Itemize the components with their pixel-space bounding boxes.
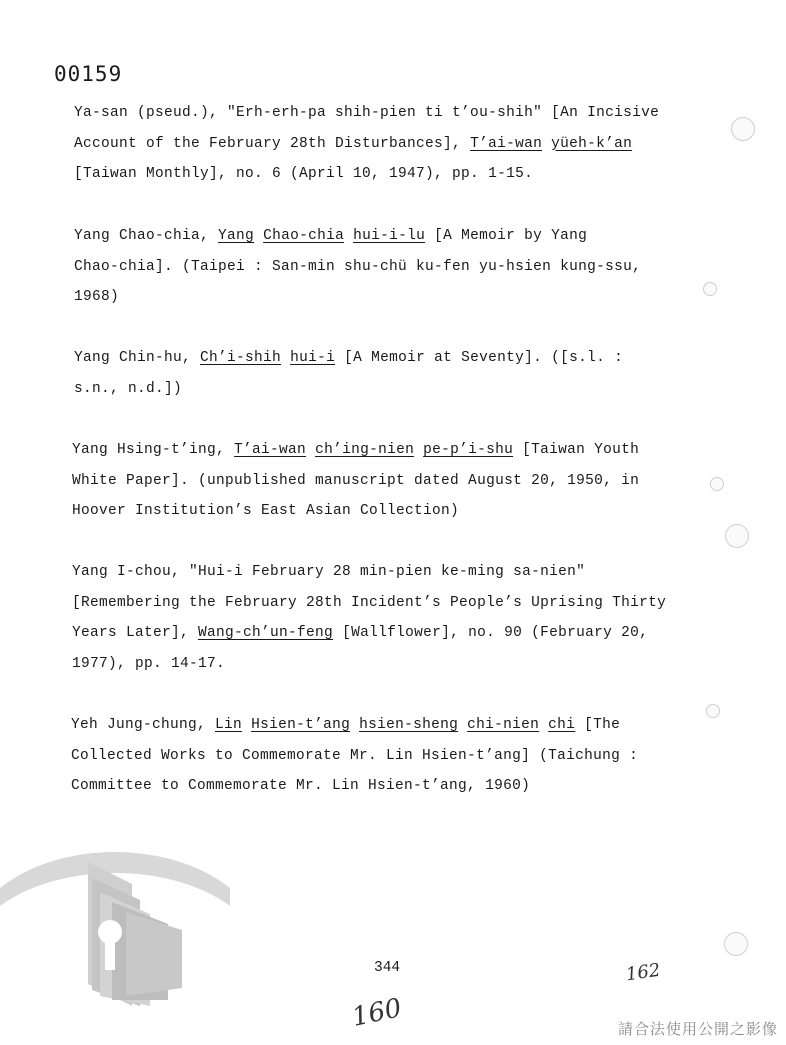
entry-text: 1977), pp. 14-17. [72,655,226,672]
entry-text: Yang Chin-hu, [74,350,201,366]
entry-text: Committee to Commemorate Mr. Lin Hsien-t’ang, 1960) [71,778,531,794]
entry-text: [Remembering the February 28th Incident’s People’s Uprising Thirty [72,594,667,611]
entry-text [458,717,467,733]
entry-line [72,466,712,497]
entry-line [72,557,712,588]
underlined-title: Yang [218,228,255,244]
entry-text [539,717,548,733]
entry-text: s.n., n.d.]) [74,380,183,397]
entry-line [74,159,714,190]
underlined-title: hui-i-lu [353,228,426,244]
entry-line [74,374,714,405]
footer-watermark-text: 請合法使用公開之影像 [617,1020,778,1038]
entry-text: Hoover Institution’s East Asian Collection) [72,503,460,519]
entry-text [254,228,263,244]
underlined-title: Lin [215,717,243,733]
entry-text: Yeh Jung-chung, [71,717,216,733]
entry-line [74,221,714,252]
underlined-title: Ch’i-shih [200,350,282,366]
entry-text [242,717,251,733]
bibliography-entry [72,557,712,679]
underlined-title: Hsien-t’ang [251,717,351,733]
underlined-title: hsien-sheng [359,717,459,733]
entry-line [72,435,712,466]
entry-text [306,442,315,458]
entry-text: [Taiwan Youth [513,442,640,458]
underlined-title: chi [548,717,576,733]
entry-text: 1968) [74,289,120,305]
binder-hole [725,524,749,548]
entry-text [542,136,551,152]
binder-hole [724,932,748,956]
bibliography-entry [71,710,711,802]
underlined-title: chi-nien [467,717,540,733]
entry-text: Years Later], [72,625,199,641]
entry-line [74,282,714,313]
underlined-title: Wang-ch’un-feng [198,625,334,641]
bibliography-entry [74,221,714,313]
entry-text: [The [575,717,621,733]
entry-line [72,588,712,619]
entry-text: White Paper]. (unpublished manuscript dated August 20, 1950, in [72,472,640,489]
archive-book-logo-icon [0,840,230,1010]
entry-line [72,618,712,649]
handwritten-note-162: 162 [624,959,662,986]
underlined-title: yüeh-k’an [551,135,633,152]
entry-text: [A Memoir at Seventy]. ([s.l. : [335,350,624,366]
entry-line [74,129,714,160]
entry-text [350,717,359,733]
entry-text [344,228,353,244]
entry-line [74,98,714,129]
underlined-title: hui-i [290,350,336,366]
entry-text [281,350,290,366]
entry-text: [Wallflower], no. 90 (February 20, [333,625,649,641]
entry-text: [A Memoir by Yang [425,228,588,244]
binder-hole [731,117,755,141]
entry-line [71,710,711,741]
entry-line [74,343,714,374]
document-id: 00159 [54,62,123,86]
entry-line [71,741,711,772]
entry-text: Ya-san (pseud.), "Erh-erh-pa shih-pien ti t’ou-shih" [An Incisive [74,105,660,121]
entry-text: Account of the February 28th Disturbances], [74,135,471,152]
underlined-title: Chao-chia [263,228,345,244]
bibliography-entry [74,98,714,190]
binder-hole [710,477,724,491]
bibliography-entry [72,435,712,527]
entry-text: Yang Hsing-t’ing, [72,442,235,458]
handwritten-note-160: 160 [349,993,405,1033]
entry-text: Yang Chao-chia, [74,228,219,244]
binder-hole [706,704,720,718]
binder-hole [703,282,717,296]
underlined-title: T’ai-wan [234,442,307,458]
entry-line [72,649,712,680]
underlined-title: T’ai-wan [470,135,543,152]
bibliography-entry [74,343,714,404]
entry-line [71,771,711,802]
underlined-title: pe-p’i-shu [423,442,514,458]
entry-text: [Taiwan Monthly], no. 6 (April 10, 1947), pp. 1-15. [74,166,534,182]
page-number: 344 [374,960,401,976]
entry-line [74,252,714,283]
entry-text: Yang I-chou, "Hui-i February 28 min-pien ke-ming sa-nien" [72,564,586,580]
entry-text [414,442,423,458]
entry-text: Chao-chia]. (Taipei : San-min shu-chü ku-fen yu-hsien kung-ssu, [74,258,642,275]
entry-text: Collected Works to Commemorate Mr. Lin Hsien-t’ang] (Taichung : [71,747,639,764]
underlined-title: ch’ing-nien [315,442,415,458]
entry-line [72,496,712,527]
